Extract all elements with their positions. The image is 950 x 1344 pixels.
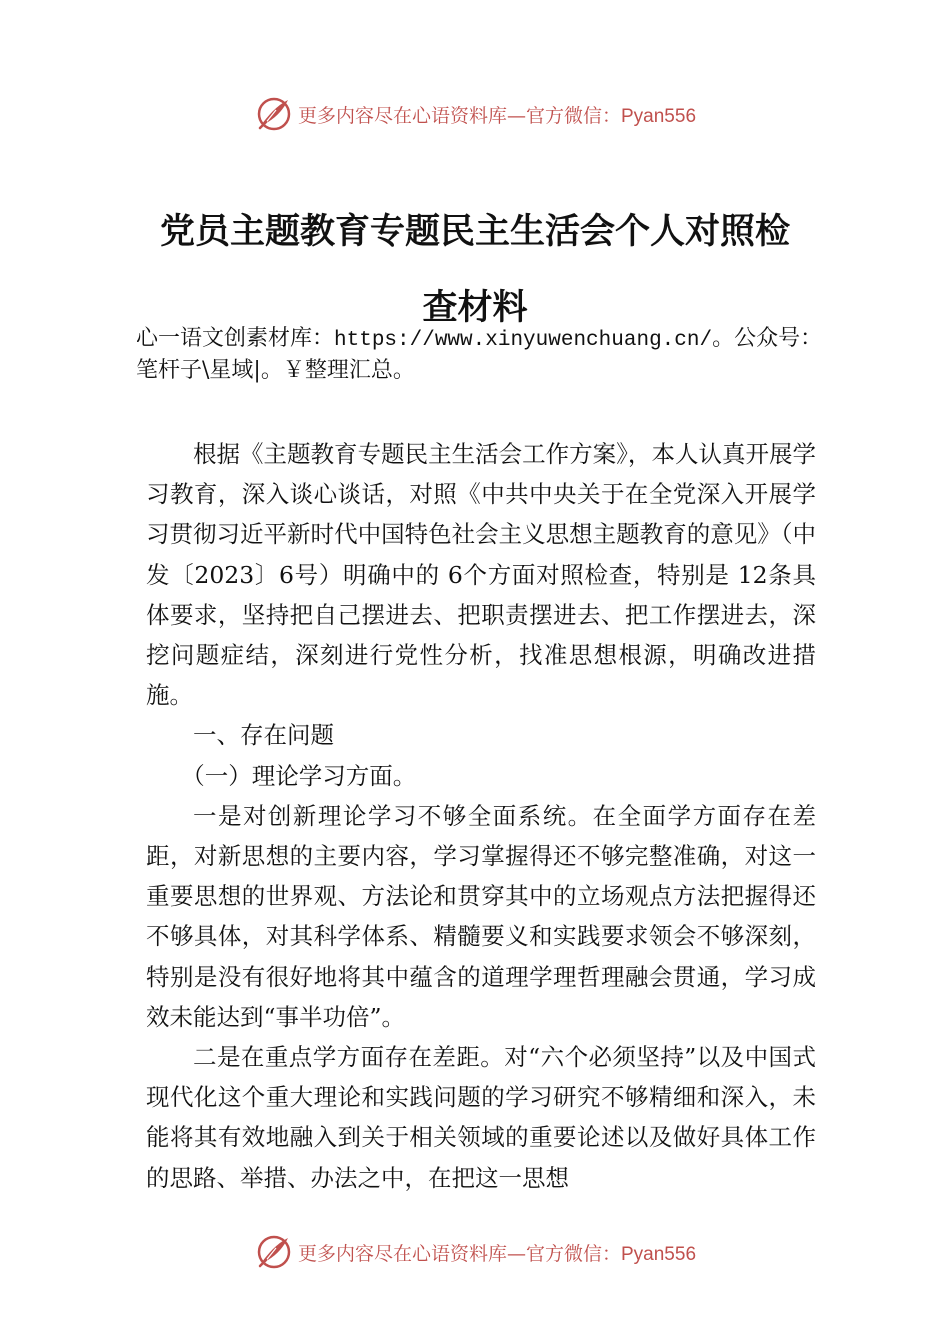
source-note-suffix: 。公众号：笔杆子\星域|。￥整理汇总。 xyxy=(136,326,823,383)
quill-pen-logo-icon xyxy=(254,94,294,134)
source-note-url: https://www.xinyuwenchuang.cn/ xyxy=(334,329,713,352)
banner-text xyxy=(298,1239,696,1266)
quill-pen-logo-icon xyxy=(254,1232,294,1272)
banner-text xyxy=(298,101,696,128)
header-watermark-banner xyxy=(0,92,950,136)
document-body xyxy=(146,434,816,1198)
document-title-line-1: 党员主题教育专题民主生活会个人对照检 xyxy=(159,211,790,252)
footer-watermark-banner xyxy=(0,1230,950,1274)
section-heading-problems: 一、存在问题 xyxy=(193,721,334,750)
banner-wechat-id: Pyan556 xyxy=(621,1243,697,1265)
subsection-heading-theory-study: （一）理论学习方面。 xyxy=(181,761,417,790)
body-paragraph-point-1: 一是对创新理论学习不够全面系统。在全面学方面存在差距，对新思想的主要内容，学习掌握得还不够完整准确，对这一重要思想的世界观、方法论和贯穿其中的立场观点方法把握得还不够具体，对其科学体系、精髓要义和实践要求领会不够深刻，特别是没有很好地将其中蕴含的道理学理哲理融会贯通，学习成效未能达到“事半功倍”。 xyxy=(146,801,816,1031)
banner-slogan: 更多内容尽在心语资料库—官方微信： xyxy=(297,104,621,127)
body-paragraph-intro: 根据《主题教育专题民主生活会工作方案》，本人认真开展学习教育，深入谈心谈话，对照《中共中央关于在全党深入开展学习贯彻习近平新时代中国特色社会主义思想主题教育的意见》（中发〔2023〕6号）明确中的 6个方面对照检查，特别是 12条具体要求，坚持把自己摆进去、把职责摆进去、把工作摆进去，深挖问题症结，深刻进行党性分析，找准思想根源，明确改进措施。 xyxy=(146,440,816,710)
body-paragraph-point-2: 二是在重点学方面存在差距。对“六个必须坚持”以及中国式现代化这个重大理论和实践问题的学习研究不够精细和深入，未能将其有效地融入到关于相关领域的重要论述以及做好具体工作的思路、举措、办法之中，在把这一思想 xyxy=(146,1043,816,1192)
banner-slogan: 更多内容尽在心语资料库—官方微信： xyxy=(297,1242,621,1265)
source-note xyxy=(136,324,836,386)
source-note-prefix: 心一语文创素材库： xyxy=(136,326,335,351)
banner-wechat-id: Pyan556 xyxy=(621,105,697,127)
document-title-line-2: 查材料 xyxy=(422,287,528,328)
